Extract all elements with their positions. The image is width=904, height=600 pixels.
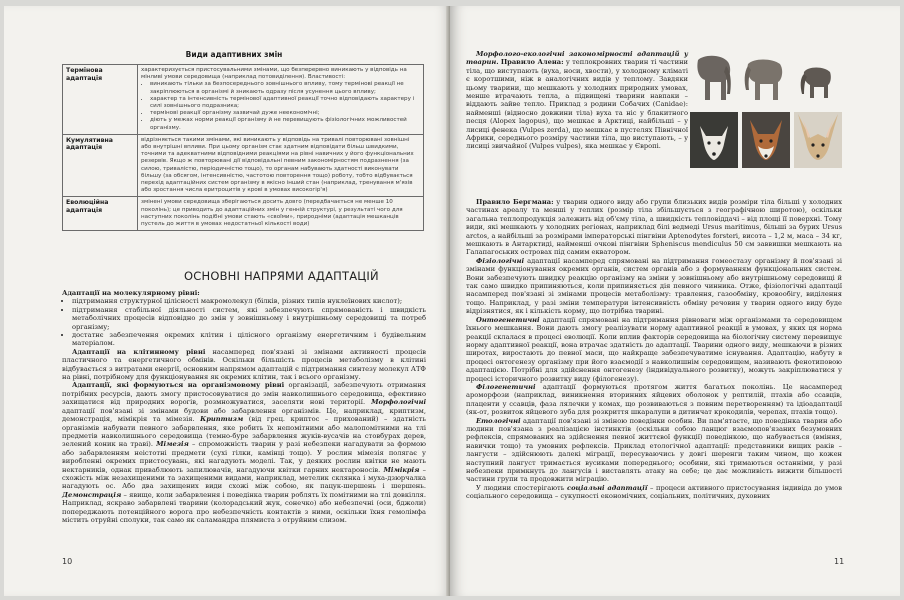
mimik-label: Мімікрія xyxy=(383,465,420,474)
mimez-label: Мімезія xyxy=(156,440,189,449)
krypt-label: Криптизм xyxy=(200,415,244,424)
row-description: змінені умови середовища зберігаються досить довго (передбачається не менше 10 поколінь); це приводить до адаптаційних змін у генній структурі, у результаті чого для наступних поколінь подібні умови стають «своїми», природніми (адаптація мешканців пустель до життя в умовах недостатньої кількості води) xyxy=(138,197,424,231)
krypt-text: (від грец. криптос – прихований) – здатність організмів набувати певного забарвлення, яке робить їх непомітними або малопомітними на тлі предметів навколишнього середовища (темно-буре забарвлення жуків-вусачів на стовбурах дерев, зелений коник на траві). xyxy=(62,415,426,449)
section-title: ОСНОВНІ НАПРЯМИ АДАПТАЦІЙ xyxy=(184,269,379,283)
ontogen-label: Онтогенетичні xyxy=(476,315,540,324)
physio-label: Фізіологічні xyxy=(476,256,525,265)
paragraph xyxy=(466,383,842,417)
organism-heading: Адаптації, які формуються на організмовому рівні xyxy=(72,381,285,390)
adaptation-types-table xyxy=(62,64,424,231)
fennec-fox-icon xyxy=(794,112,842,168)
list-item: • виникають тільки за безпосереднього зовнішнього впливу, тому термінові реакції не закріплюються в організмі й зникають одразу після усунення цього впливу; xyxy=(150,81,420,95)
allen-rule-label: Правило Алена: xyxy=(500,58,564,67)
phylogen-label: Філогенетичні xyxy=(476,382,536,391)
row-name: Кумулятивна адаптація xyxy=(63,134,138,197)
right-page xyxy=(450,6,900,596)
etholog-label: Етологічні xyxy=(476,416,521,425)
morph-eco-heading: Морфолого-екологічні закономірності адаптацій у тварин. xyxy=(466,50,688,67)
paragraph xyxy=(62,289,426,297)
elephant-standing-icon xyxy=(742,50,790,106)
table-row xyxy=(63,65,424,135)
list-item: • термінові реакції організму зазвичай дуже неекономічні; xyxy=(150,110,420,117)
mimik-text: – схожість між незахищеними та захищеними видами, наприклад, метелик склянка і муха-дзюрчалка нагадують ос. Або два захищених види схожі між собою, як пацук-шершень і шершень. xyxy=(62,465,426,491)
paragraph xyxy=(466,257,842,316)
etholog-text: адаптації пов'язані зі зміною поведінки особин. Ви пам'ятаєте, що поведінка тварин або людини пов'язана з реалізацією інстинктів (оскільки собою ланцюг взаємопов'язаних безумовних рефлексів, спрямованих на здійснення певної життєвої функції) поведінкою, що набувається (вміння, навички тощо) та умовних рефлексів. Приклад етологічної адаптації: представники вищих раків – лангусти – здійснюють далекі міграції, пересуваючись у довгі шеренги таким чином, що кожен наступний лангуст тримається вусиками попереднього; особини, які тримаються останніми, у разі небезпеки примкнуть до лангусів і виставлять атаку на себе; це дає можливість вижити більшості частини групи та продовжити міграцію. xyxy=(466,416,842,484)
table-title: Види адаптивних змін xyxy=(185,50,283,59)
row-name: Еволюційна адаптація xyxy=(63,197,138,231)
social-text: – процеси активного пристосування індивіда до умов соціального середовища – сукупності економічних, соціальних, політичних, духовних xyxy=(466,483,842,501)
social-label: соціальні адаптації xyxy=(567,483,648,492)
bergman-rule-label: Правило Бергмана: xyxy=(476,198,554,206)
left-page xyxy=(4,6,450,596)
list-item: • достатнє забезпечення окремих клітин і цілісного організму енергетичним і будівельним матеріалом. xyxy=(72,331,426,348)
morph-label: Морфологічні xyxy=(371,398,426,407)
paragraph xyxy=(466,316,842,383)
row-description-cell xyxy=(138,65,424,135)
paragraph xyxy=(62,348,426,382)
elephant-walking-icon xyxy=(690,50,738,106)
phylogen-text: адаптації формуються протягом життя багатьох поколінь. Це насамперед ароморфози (наприклад, виникнення вторинних яйцевих оболонок у рептилій, птахів або ссавців, плаценти у ссавців, фаза лялечки у комах, що розвиваються з повним перетворенням) та ідіоадаптації (як-от, розвиток яйцевого зуба для розкриття шкаралупи в дитинчат крокодилів, черепах, птахів тощо). xyxy=(466,382,842,417)
table-row xyxy=(63,197,424,231)
table-row xyxy=(63,134,424,197)
red-fox-icon xyxy=(742,112,790,168)
cellular-heading: Адаптації на клітинному рівні xyxy=(72,347,206,356)
arctic-fox-icon xyxy=(690,112,738,168)
mimez-text: – спроможність тварин у разі небезпеки нагадувати за формою або забарвленням неістотні предмети (сухі гілки, камінці тощо). У рослин мімезія полягає у виробленні окремих пристосувань, які нагадують моделі. Так, у деяких рослин квітки не мають нектарників, однак приваблюють запилювачів, нагадуючи квітки гарних нектароносів. xyxy=(62,440,426,474)
molecular-list xyxy=(62,297,426,347)
morph-text: адаптації пов'язані зі змінами будови або забарвлення організмів. Це, наприклад, криптизм, демонстрація, мімікрія та мімезія. xyxy=(62,406,426,424)
paragraph xyxy=(466,50,688,151)
demo-text: – явище, коли забарвлення і поведінка тварин роблять їх помітними на тлі довкілля. Наприклад, яскраво забарвлені тварини (колорадський жук, сонечко) або небезпечні (оси, бджоли) попереджають потенційного ворога про небезпечність контактів з ними, оскільки їхня гемолімфа містить отруйні сполуки, так само як саламандра плямиста з отруйним слизом. xyxy=(62,490,426,524)
cellular-text: насамперед пов'язані зі змінами активності процесів пластичного та енергетичного обмінів. Оскільки більшість процесів метаболізму в клітині відбувається з витратами енергії, основним напрямом адаптацій є підтримання синтезу молекул АТФ на рівні, потрібному для функціонування як окремих клітин, так і всього організму. xyxy=(62,347,426,382)
paragraph xyxy=(466,198,842,257)
list-item: • підтримання стабільної діяльності систем, які забезпечують спрямованість і швидкість метаболічних процесів відповідно до змін у зовнішньому і внутрішньому середовищі та потреб організму; xyxy=(72,306,426,331)
row-bullets xyxy=(141,81,420,131)
page-number-left: 10 xyxy=(62,557,73,566)
row-description: відрізняється такими змінами, які виникають у відповідь на тривалі повторювані зовнішні або внутрішні впливи. При цьому організм стає здатним відповідати більш швидкими, точними та адекватними відповідними реакціями на рівні навичних у його функціональних резервів. Якщо ж повторювані дії відповідальні певним закономірностям подразнення (за силою, тривалістю, періодичністю тощо), то органам набувають здатності виконувати більшу (за обсягом, інтенсивністю, частотою повторення тощо) роботу, тобто відбувається перехід адаптаційних систем організму в якісно інший стан (наприклад, тренування м'язів або зростання числа еритроцитів у крові в умовах високогір'я) xyxy=(138,134,424,197)
right-top-text xyxy=(466,50,688,151)
ontogen-text: адаптації спрямовані на підтримання рівноваги між організмами та середовищем їхнього мешкання. Вони дають змогу реалізувати норму адаптивної реакції в умовах, у яких ця норма реакції склалася в процесі еволюції. Коли вплив факторів середовища на біологічну систему перевищує норму адаптивної реакції, вона втрачає здатність до адаптації. Тварини одного виду, мешкаючи в різних широтах, виростають до певної маси, що найкраще забезпечуватиме існування. Адаптацію, набуту в процесі онтогенезу організму при його взаємодії з навколишнім середовищем, називають фенотиповою адаптацією. Потрібні для здійснення онтогенезу (індивідуального розвитку), можуть закріплюватися у процесі історичного розвитку виду (філогенезу). xyxy=(466,315,842,383)
paragraph xyxy=(466,484,842,501)
elephant-small-icon xyxy=(794,50,842,106)
right-body-text xyxy=(466,198,842,501)
physio-text: адаптації насамперед спрямовані на підтримання гомеостазу організму й пов'язані зі змінами функціонування окремих органів, систем органів або з формуванням функціональних систем. Вони забезпечують швидку реакцію організму на зміни у зовнішньому або внутрішньому середовищі й так само швидко припиняються, коли припиняється дія певного чинника. Отже, фізіологічні адаптації насамперед пов'язані зі змінами процесів метаболізму: травлення, газообміну, кровообігу, виділення тощо. Наприклад, у разі зміни температури інтенсивність обміну речовин у тварин одного виду буде відрізнятися, як і кількість корму, що потрібна тварині. xyxy=(466,256,842,316)
book-spread xyxy=(4,6,900,596)
paragraph xyxy=(466,417,842,484)
list-item: • характер та інтенсивність термінової адаптивної реакції точно відповідають характеру і силі зовнішнього подразника; xyxy=(150,96,420,110)
row-description: характеризується пристосувальними змінами, що безперервно виникають у відповідь на мінливі умови середовища (наприклад потовиділення). Властивості: xyxy=(141,67,407,81)
bergman-rule-text: у тварин одного виду або групи близьких видів розміри тіла більші у холодних частинах ареалу та менші у теплих (розмір тіла збільшується з географічною широтою), оскільки загальна теплопродукція залежить від об'єму тіла, а швидкість тепловіддачі – від площі її поверхні. Тому види, які мешкають у холодних регіонах, наприклад білі ведмеді Ursus maritimus, більші за бурих Ursus arctos, а найбільші за розмірами імператорські пінгвіни Aptenodytes forsteri, висота – 1,2 м, маса – 34 кг, мешкають в Антарктиді, найменші очкові пінгвіни Spheniscus mendiculus 50 см заввишки мешкають на Галапагоських островах під самим екватором. xyxy=(466,198,842,257)
list-item: • діють у межах норми реакції організму й не перевищують фізіологічних можливостей організму. xyxy=(150,117,420,131)
molecular-heading: Адаптації на молекулярному рівні: xyxy=(62,289,200,297)
list-item: • підтримання структурної цілісності макромолекул (білків, різних типів нуклеїнових кислот); xyxy=(72,297,426,305)
paragraph xyxy=(62,381,426,524)
organism-text: організації, забезпечують отримання потрібних ресурсів, дають змогу пристосовуватися до змін навколишнього середовища, ефективно захищатися від природних ворогів, розмножуватися, заселяти нові території. xyxy=(62,381,426,407)
left-body-text xyxy=(62,289,426,524)
demo-label: Демонстрація xyxy=(62,490,122,499)
allen-rule-text: у теплокровних тварин ті частини тіла, що виступають (вуха, носи, хвости), у холодному кліматі є коротшими, ніж в аналогічних видів у теплому. Завдяки цьому тварини, що мешкають у холодних природних умовах, менше втрачають тепла, а підвищені тварини навпаки – віддають зайве тепло. Приклад з родини Собачих (Canidae): найменші (відносно довжини тіла) вуха та ніс у блакитного песця (Alopex lagopus), що мешкає в Арктиці, найбільші – у лисиці фенека (Vulpes zerda), що мешкає в пустелях Північної Африки, середнього розміру частини тіла, що виступають, – у лисиці звичайної (Vulpes vulpes), яка мешкає у Європі. xyxy=(466,58,688,151)
row-name: Термінова адаптація xyxy=(63,65,138,135)
page-number-right: 11 xyxy=(834,557,845,566)
social-text-start: У людини спостерігають xyxy=(476,483,565,492)
